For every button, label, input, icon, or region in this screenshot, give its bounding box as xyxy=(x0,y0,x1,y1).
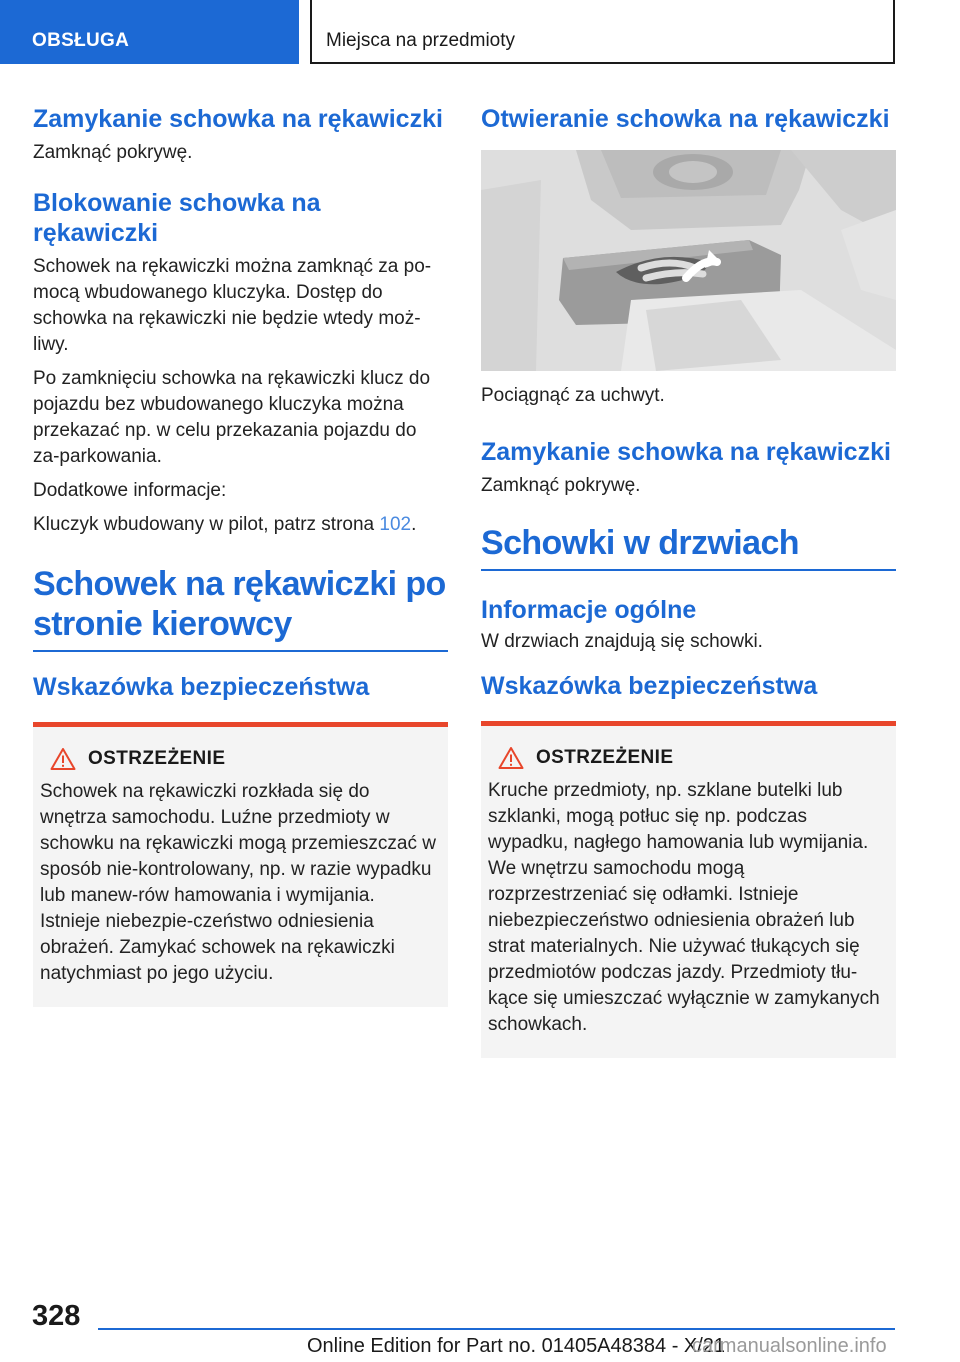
reference-period: . xyxy=(411,514,417,535)
heading-safety-note-left: Wskazówka bezpieczeństwa xyxy=(33,673,370,701)
paragraph-locking-3: Dodatkowe informacje: xyxy=(33,480,227,501)
page-reference-link[interactable]: 102 xyxy=(379,514,412,535)
reference-text: Kluczyk wbudowany w pilot, patrz strona xyxy=(33,514,375,535)
warning-box-right xyxy=(481,721,896,1058)
warning-header-right xyxy=(488,746,886,770)
heading-safety-note-right: Wskazówka bezpieczeństwa xyxy=(481,672,818,700)
footer-watermark: carmanualsonline.info xyxy=(692,1335,887,1357)
page-number: 328 xyxy=(32,1300,81,1332)
chapter-title: Miejsca na przedmioty xyxy=(326,30,516,51)
warning-box-left xyxy=(33,722,448,1007)
right-column xyxy=(481,104,896,1058)
heading-general-info: Informacje ogólne xyxy=(481,596,697,624)
paragraph-closing-right: Zamknąć pokrywę. xyxy=(481,475,641,496)
glovebox-illustration-graphic xyxy=(481,150,896,371)
warning-title-right: OSTRZEŻENIE xyxy=(536,747,674,768)
header-divider-right xyxy=(893,0,895,64)
footer-edition: Online Edition for Part no. 01405A48384 - X/21 xyxy=(307,1335,726,1357)
section-tab xyxy=(0,0,299,64)
section-label: OBSŁUGA xyxy=(32,30,130,51)
heading-locking-glovebox: Blokowanie schowka na rękawiczki xyxy=(33,189,321,247)
heading-opening-glovebox: Otwieranie schowka na rękawiczki xyxy=(481,105,890,133)
warning-title-left: OSTRZEŻENIE xyxy=(88,748,226,769)
heading-closing-glovebox-right: Zamykanie schowka na rękawiczki xyxy=(481,438,891,466)
paragraph-pull-handle: Pociągnąć za uchwyt. xyxy=(481,385,665,406)
warning-header-left xyxy=(40,747,438,771)
warning-text-left: Schowek na rękawiczki rozkłada się do wnętrza samochodu. Luźne przedmioty w schowku na rękawiczki mogą przemieszczać w sposób nie-kontrolowany, np. w razie wypadku lub manew-rów hamowania i wymijania. Istnieje niebezpie-czeństwo odniesienia obrażeń. Zamykać schowek na rękawiczki natychmiast po jego użyciu. xyxy=(40,781,436,984)
warning-triangle-icon xyxy=(50,747,76,771)
warning-text-right: Kruche przedmioty, np. szklane butelki lub szklanki, mogą potłuc się np. podczas wypadku, nagłego hamowania lub wymijania. We wnętrzu samochodu mogą rozprzestrzeniać się odłamki. Istnieje niebezpieczeństwo odniesienia obrażeń lub strat materialnych. Nie używać tłukących się przedmiotów podczas jazdy. Przedmioty tłu-kące się umieszczać wyłącznie w zamykanych schowkach. xyxy=(488,780,880,1035)
left-column xyxy=(33,104,448,1007)
header-divider-bottom xyxy=(310,62,895,64)
paragraph-locking-2: Po zamknięciu schowka na rękawiczki klucz do pojazdu bez wbudowanego kluczyka można przekazać np. w celu przekazania pojazdu do za-parkowania. xyxy=(33,368,431,467)
section-heading-driver-glovebox: Schowek na rękawiczki po stronie kierowcy xyxy=(33,564,448,652)
heading-closing-glovebox: Zamykanie schowka na rękawiczki xyxy=(33,105,443,133)
paragraph-closing-glovebox: Zamknąć pokrywę. xyxy=(33,142,193,163)
paragraph-general-info: W drzwiach znajdują się schowki. xyxy=(481,631,763,652)
header-divider-left xyxy=(310,0,312,64)
footer-divider xyxy=(98,1328,895,1330)
paragraph-locking-4 xyxy=(33,512,448,538)
glovebox-handle-illustration xyxy=(481,150,896,371)
paragraph-locking-1: Schowek na rękawiczki można zamknąć za po-mocą wbudowanego kluczyka. Dostęp do schowka na rękawiczki nie będzie wtedy moż-liwy. xyxy=(33,256,432,355)
warning-triangle-icon xyxy=(498,746,524,770)
section-heading-door-pockets: Schowki w drzwiach xyxy=(481,523,896,571)
